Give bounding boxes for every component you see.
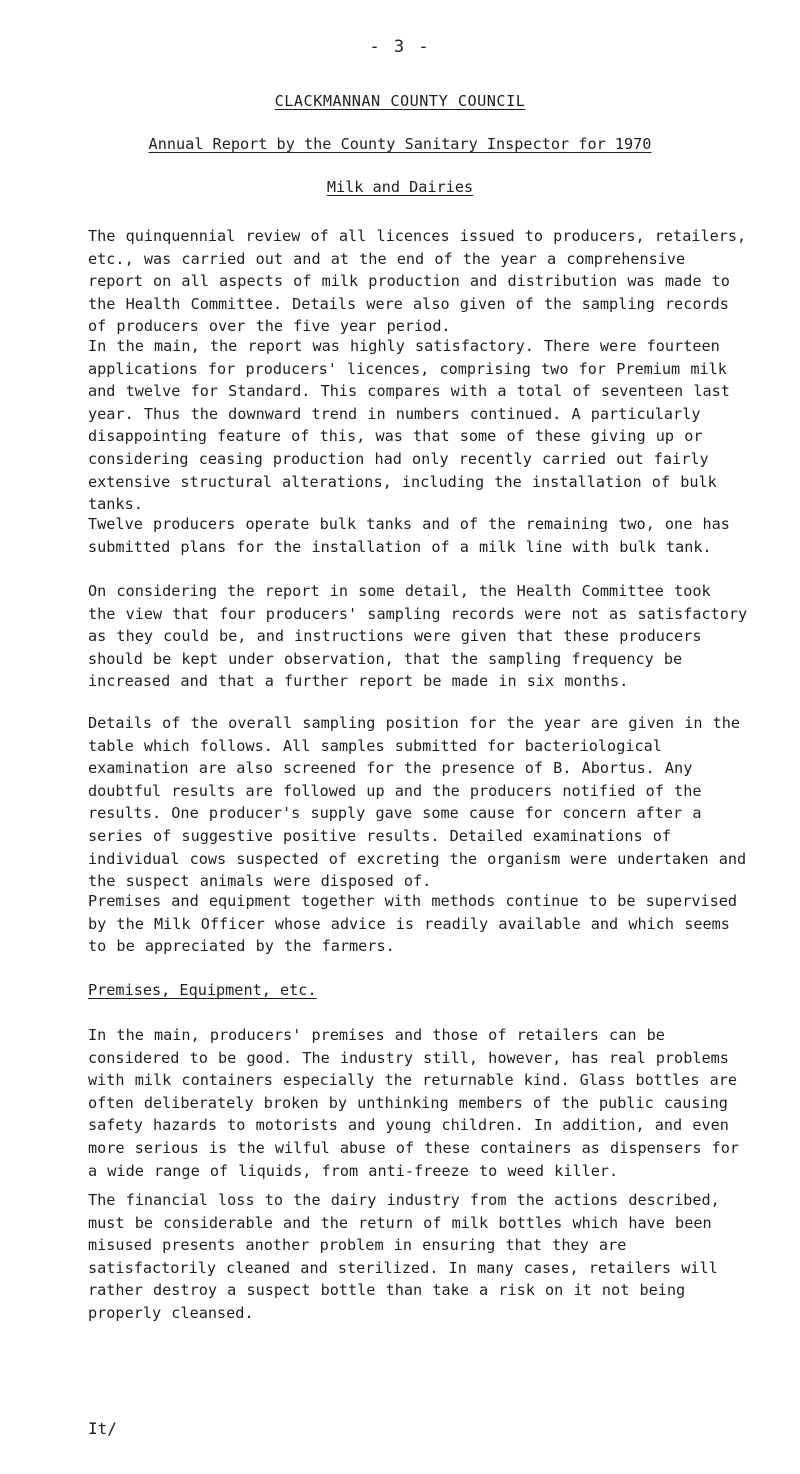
page-number: - 3 - (369, 37, 431, 57)
paragraph-quinquennial-review: The quinquennial review of all licences issued to producers, retailers, etc., was carried out and at the end of the year a comprehensive report on all aspects of milk production and distribution was made to the Health Committee. Details were also given of the sampling records of producers over the five year period. (88, 227, 747, 336)
subsection-title: Premises, Equipment, etc. (88, 981, 317, 999)
council-name: CLACKMANNAN COUNTY COUNCIL (274, 92, 526, 110)
paragraph-bulk-tanks: Twelve producers operate bulk tanks and of the remaining two, one has submitted plans for the installation of a milk line with bulk tank. (88, 515, 730, 556)
paragraph-report-summary: In the main, the report was highly satisfactory. There were fourteen applications for producers' licences, comprising two for Premium milk and twelve for Standard. This compares with a total of seventeen last year. Thus the downward trend in numbers continued. A particularly disappointing feature of this, was that some of these giving up or considering ceasing production had only recently carried out fairly extensive structural alterations, including the installation of bulk tanks. (88, 337, 730, 514)
paragraph-milk-containers: In the main, producers' premises and those of retailers can be considered to be good. The industry still, however, has real problems with milk containers especially the returnable kind. Glass bottles are often deliberately broken by unthinking members of the public causing safety hazards to motorists and young children. In addition, and even more serious is the wilful abuse of these containers as dispensers for a wide range of liquids, from anti-freeze to weed killer. (88, 1026, 740, 1180)
subsection-heading (88, 979, 317, 1002)
paragraph-health-committee: On considering the report in some detail, the Health Committee took the view that four producers' sampling records were not as satisfactory as they could be, and instructions were given that these producers should be kept under observation, that the sampling frequency be increased and that a further report be made in six months. (88, 582, 748, 691)
paragraph-premises-supervision: Premises and equipment together with methods continue to be supervised by the Milk Officer whose advice is readily available and which seems to be appreciated by the farmers. (88, 892, 738, 956)
report-title-heading (0, 133, 800, 156)
report-title: Annual Report by the County Sanitary Inspector for 1970 (148, 135, 652, 153)
catchword: It/ (88, 1419, 117, 1438)
council-heading (0, 90, 800, 113)
paragraph-financial-loss: The financial loss to the dairy industry from the actions described, must be considerable and the return of milk bottles which have been misused presents another problem in ensuring that they are satisfactorily cleaned and sterilized. In many cases, retailers will rather destroy a suspect bottle than take a risk on it not being properly cleansed. (88, 1191, 720, 1322)
section-heading (0, 176, 800, 199)
section-title: Milk and Dairies (326, 178, 474, 196)
paragraph-sampling-position: Details of the overall sampling position for the year are given in the table which follows. All samples submitted for bacteriological examination are also screened for the presence of B. Abortus. Any doubtful results are followed up and the producers notified of the results. One producer's supply gave some cause for concern after a series of suggestive positive results. Detailed examinations of individual cows suspected of excreting the organism were undertaken and the suspect animals were disposed of. (88, 714, 747, 891)
